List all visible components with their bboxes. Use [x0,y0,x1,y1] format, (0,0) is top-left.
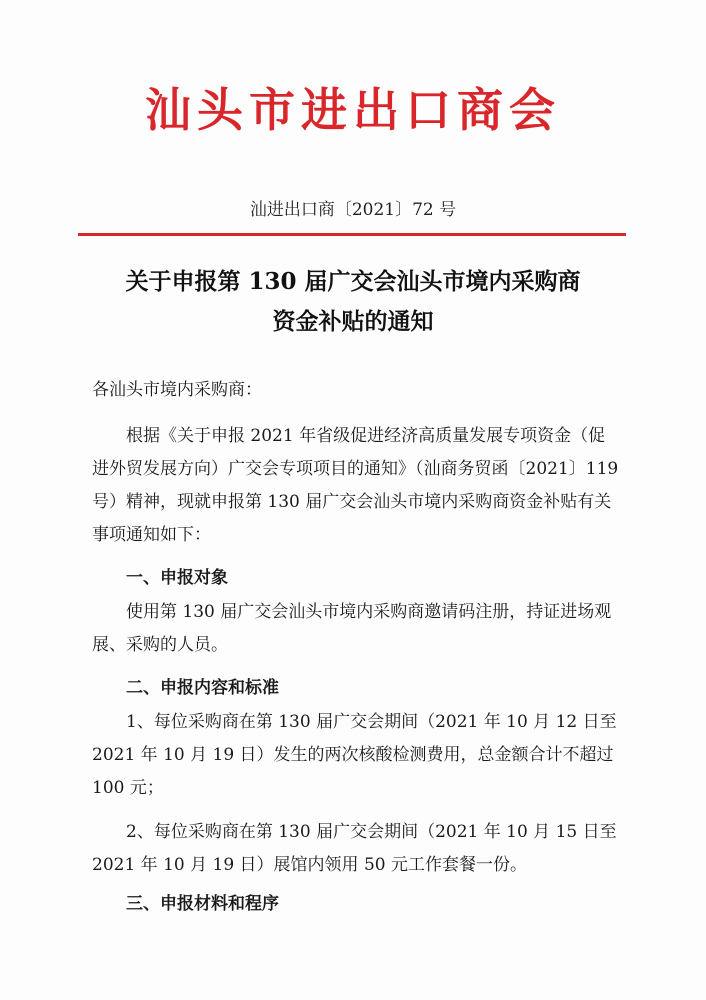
section-2-heading: 二、申报内容和标准 [126,678,279,698]
section-3-heading: 三、申报材料和程序 [126,894,279,914]
section-2-item-2: 2、每位采购商在第 130 届广交会期间（2021 年 10 月 15 日至 2021 年 10 月 19 日）展馆内领用 50 元工作套餐一份。 [92,822,617,875]
section-1-paragraph: 使用第 130 届广交会汕头市境内采购商邀请码注册，持证进场观展、采购的人员。 [92,602,612,655]
section-1-heading: 一、申报对象 [126,568,228,588]
section-2-item-1: 1、每位采购商在第 130 届广交会期间（2021 年 10 月 12 日至 2021 年 10 月 19 日）发生的两次核酸检测费用，总金额合计不超过 100 元； [92,712,617,798]
red-divider-line [78,233,626,236]
notice-title-line-1: 关于申报第 130 届广交会汕头市境内采购商 [125,268,581,295]
document-number: 汕进出口商〔2021〕72 号 [249,200,457,220]
organization-title: 汕头市进出口商会 [145,83,561,137]
notice-title [60,262,646,342]
notice-title-line-2: 资金补贴的通知 [272,308,434,335]
intro-paragraph: 根据《关于申报 2021 年省级促进经济高质量发展专项资金（促进外贸发展方向）广交会专项项目的通知》（汕商务贸函〔2021〕119 号）精神，现就申报第 130 届广交会汕头市境内采购商资金补贴有关事项通知如下： [92,426,619,545]
salutation: 各汕头市境内采购商： [92,380,262,400]
